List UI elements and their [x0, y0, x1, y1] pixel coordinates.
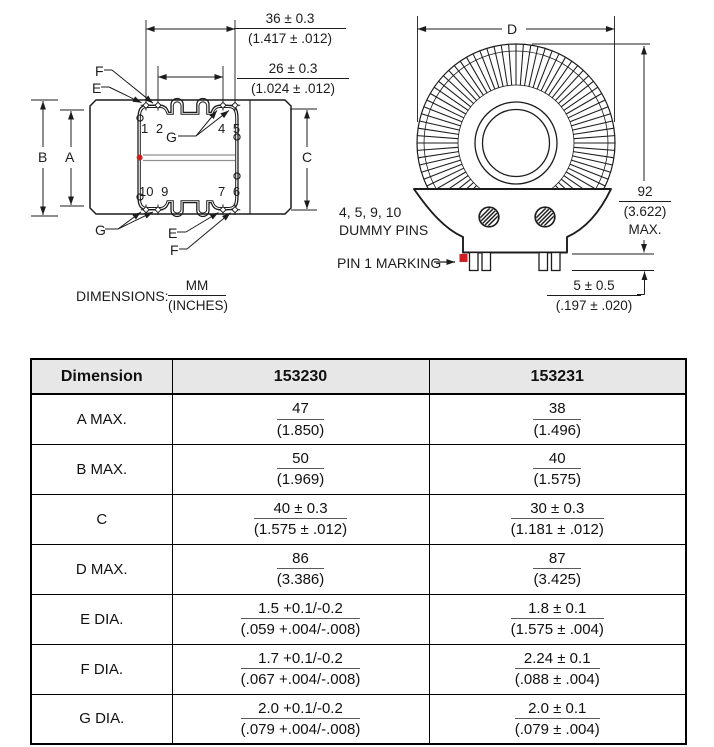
- label-e-top: E: [92, 80, 102, 96]
- dim-label: F DIA.: [31, 644, 172, 694]
- dimensions-note-label: DIMENSIONS:: [76, 288, 169, 304]
- table-row: [31, 394, 686, 444]
- label-g-top: G: [166, 129, 177, 145]
- pin-numbers-top-left: 1 2: [141, 121, 164, 136]
- value-153230: $\frac{47}{(1.850)}$: [276, 400, 325, 439]
- label-b: B: [38, 149, 48, 165]
- col-header-153231: 153231: [429, 359, 686, 394]
- value-153231: $\frac{87}{(3.425)}$: [533, 549, 582, 589]
- table-row: [31, 494, 686, 544]
- dim-pin-length-callout: [547, 277, 641, 314]
- units-mm: MM: [168, 277, 226, 296]
- label-a: A: [65, 149, 75, 165]
- dim-label: C: [31, 494, 172, 544]
- dim-26-callout: [237, 60, 349, 97]
- base-pins: [470, 253, 561, 271]
- label-d: D: [507, 21, 518, 37]
- value-153230: $\frac{86}{(3.386)}$: [276, 549, 325, 589]
- dim-92-callout: [619, 183, 671, 238]
- dim-26-inches: (1.024 ± .012): [251, 80, 335, 96]
- table-row: [31, 644, 686, 694]
- dim-36-callout: [234, 10, 346, 47]
- dim-92-qualifier: MAX.: [628, 221, 662, 237]
- table-row: [31, 594, 686, 644]
- table-header-row: [31, 359, 686, 394]
- value-153230: $\frac{50}{(1.969)}$: [276, 449, 325, 489]
- table-row: [31, 544, 686, 594]
- dim-pin-inches: (.197 ± .020): [555, 297, 633, 313]
- label-c: C: [302, 149, 313, 165]
- value-153231: $\frac{30 \pm 0.3}{(1.181 \pm .012)}$: [510, 499, 604, 539]
- dim-26-mm: 26 ± 0.3: [237, 60, 349, 79]
- mounting-base: [414, 189, 611, 253]
- col-header-153230: 153230: [172, 359, 429, 394]
- table-row: [31, 444, 686, 494]
- right-view-toroid-drawing: [414, 16, 654, 295]
- value-153230: $\frac{2.0 +0.1/-0.2}{(.079 +.004/-.008)}$: [240, 699, 361, 738]
- units-inches: (INCHES): [168, 297, 228, 313]
- label-e-bottom: E: [168, 225, 178, 241]
- pin-numbers-bottom-right: 7 6: [218, 184, 241, 199]
- dummy-pins-note: [339, 204, 428, 239]
- dim-36-inches: (1.417 ± .012): [248, 30, 332, 46]
- value-153231: $\frac{2.0 \pm 0.1}{(.079 \pm .004)}$: [514, 699, 600, 738]
- dim-92-mm: 92: [619, 183, 671, 202]
- label-f-top: F: [95, 63, 104, 79]
- dim-label: B MAX.: [31, 444, 172, 494]
- leader-lines: [101, 70, 231, 249]
- pin-numbers-bottom-left: 10 9: [139, 184, 169, 199]
- dummy-pins-note-line2: DUMMY PINS: [339, 221, 429, 238]
- value-153231: $\frac{38}{(1.496)}$: [533, 400, 582, 439]
- label-g-bottom: G: [95, 222, 106, 238]
- dim-label: G DIA.: [31, 694, 172, 744]
- dim-label: A MAX.: [31, 394, 172, 444]
- table-row: [31, 694, 686, 744]
- dim-label: E DIA.: [31, 594, 172, 644]
- value-153230: $\frac{1.5 +0.1/-0.2}{(.059 +.004/-.008)}$: [240, 599, 361, 639]
- label-f-bottom: F: [170, 242, 179, 258]
- dim-label: D MAX.: [31, 544, 172, 594]
- dummy-pins-note-line1: 4, 5, 9, 10: [339, 204, 402, 220]
- pin-numbers-top-right: 4 5: [218, 121, 241, 136]
- pin1-red-marking: [460, 254, 468, 262]
- dim-92-inches: (3.622): [623, 203, 667, 219]
- value-153231: $\frac{2.24 \pm 0.1}{(.088 \pm .004)}$: [514, 649, 600, 689]
- units-fraction: [168, 277, 226, 314]
- pin1-index-dot: [137, 155, 143, 161]
- pin1-marking-note: PIN 1 MARKING: [337, 255, 442, 271]
- value-153230: $\frac{1.7 +0.1/-0.2}{(.067 +.004/-.008)}$: [240, 649, 361, 689]
- dimensions-table: [30, 358, 687, 745]
- value-153230: $\frac{40 \pm 0.3}{(1.575 \pm .012)}$: [253, 499, 348, 539]
- dim-36-mm: 36 ± 0.3: [234, 10, 346, 29]
- value-153231: $\frac{1.8 \pm 0.1}{(1.575 \pm .004)}$: [510, 599, 604, 639]
- dim-pin-mm: 5 ± 0.5: [547, 277, 641, 296]
- col-header-dimension: Dimension: [31, 359, 172, 394]
- value-153231: $\frac{40}{(1.575)}$: [533, 449, 582, 489]
